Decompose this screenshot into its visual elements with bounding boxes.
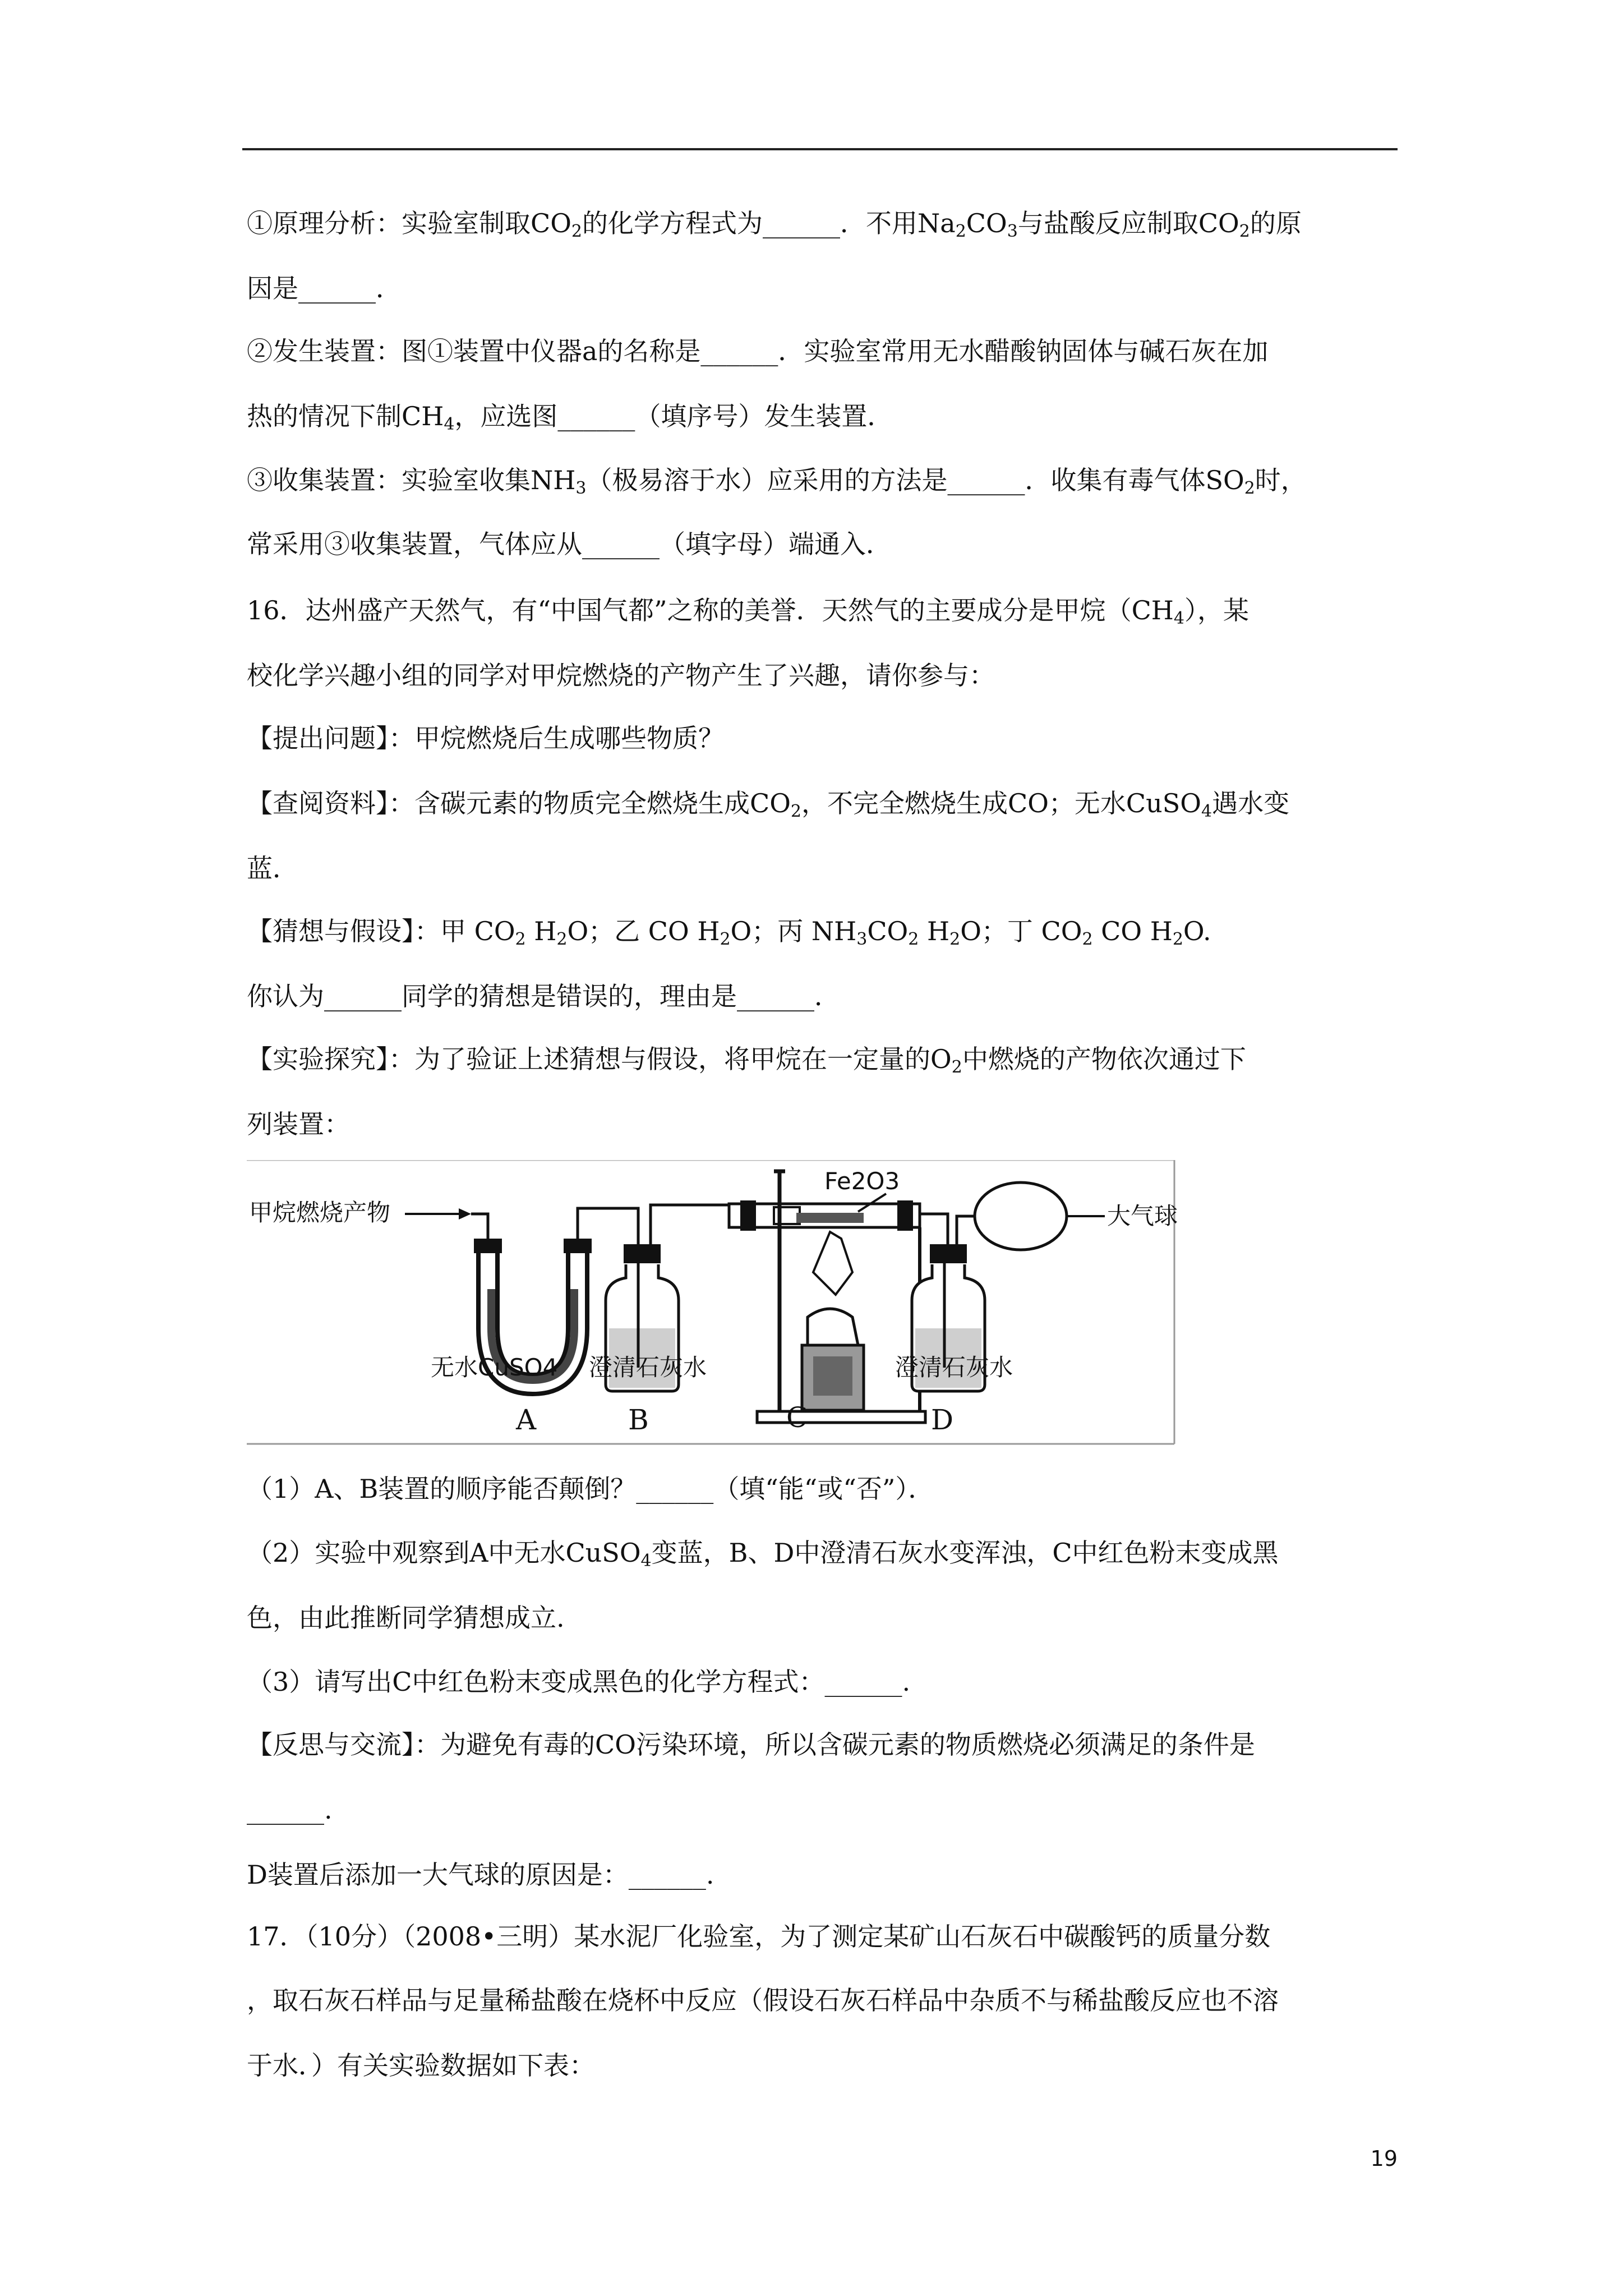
header-rule xyxy=(242,148,1398,150)
text-line xyxy=(247,979,840,1013)
text-run: ①原理分析：实验室制取CO xyxy=(247,208,571,238)
subscript: 2 xyxy=(1172,930,1183,949)
subscript: 3 xyxy=(856,930,868,949)
text-line xyxy=(247,593,1249,627)
text-line xyxy=(247,852,298,885)
text-run: O；乙 CO H xyxy=(567,916,720,946)
subscript: 2 xyxy=(1239,222,1250,241)
text-run: H xyxy=(525,916,557,946)
text-line xyxy=(247,1601,565,1635)
text-line xyxy=(247,1793,333,1826)
subscript: 4 xyxy=(640,1551,652,1571)
text-run: 16．达州盛产天然气，有“中国气都”之称的美誉．天然气的主要成分是甲烷（CH xyxy=(247,595,1174,625)
text-line xyxy=(247,1858,714,1892)
subscript: 3 xyxy=(1007,222,1018,241)
text-line xyxy=(247,786,1289,820)
text-run: 时， xyxy=(1255,465,1307,495)
text-run: ______. xyxy=(247,1795,333,1825)
text-run: CO xyxy=(867,916,909,946)
letter-a: A xyxy=(516,1404,537,1436)
text-run: 校化学兴趣小组的同学对甲烷燃烧的产物产生了兴趣，请你参与： xyxy=(247,660,995,691)
subscript: 2 xyxy=(955,222,966,241)
text-run: H xyxy=(919,916,950,946)
label-a: 无水CuSO4 xyxy=(431,1354,558,1381)
text-run: D装置后添加一大气球的原因是：______. xyxy=(247,1860,714,1890)
balloon-label: 大气球 xyxy=(1107,1202,1178,1230)
subscript: 4 xyxy=(1201,802,1212,821)
text-line xyxy=(247,1536,1279,1570)
text-run: O；丁 CO xyxy=(960,916,1082,946)
text-line xyxy=(247,914,1211,948)
letter-b: B xyxy=(628,1404,649,1436)
text-run: ，应选图______（填序号）发生装置． xyxy=(454,401,893,431)
text-line xyxy=(247,1984,1279,2017)
text-run: （2）实验中观察到A中无水CuSO xyxy=(247,1538,641,1568)
subscript: 2 xyxy=(1244,478,1255,498)
inlet-label: 甲烷燃烧产物 xyxy=(249,1199,391,1226)
text-run: 中燃烧的产物依次通过下 xyxy=(962,1044,1246,1074)
text-run: 因是______． xyxy=(247,273,402,303)
text-line xyxy=(247,659,995,692)
text-line xyxy=(247,1920,1270,1953)
text-run: 你认为______同学的猜想是错误的，理由是______． xyxy=(247,981,840,1011)
text-line xyxy=(247,334,1268,368)
text-run: ②发生装置：图①装置中仪器a的名称是______．实验室常用无水醋酸钠固体与碱石灰在加 xyxy=(247,336,1269,366)
text-line xyxy=(247,2049,595,2082)
label-d: 澄清石灰水 xyxy=(895,1354,1013,1381)
text-run: 【猜想与假设】：甲 CO xyxy=(247,916,515,946)
balloon xyxy=(975,1182,1178,1250)
text-line xyxy=(247,1107,350,1141)
text-line xyxy=(247,463,1307,497)
text-run: 色，由此推断同学猜想成立. xyxy=(247,1603,565,1633)
text-run: 常采用③收集装置，气体应从______（填字母）端通入． xyxy=(247,529,892,559)
text-line xyxy=(247,272,402,305)
text-run: O. xyxy=(1183,916,1211,946)
text-run: 遇水变 xyxy=(1212,788,1290,818)
page-number: 19 xyxy=(1370,2146,1398,2171)
text-run: 蓝． xyxy=(247,853,298,884)
heating-tube-c xyxy=(729,1167,925,1423)
letter-d: D xyxy=(931,1404,954,1436)
apparatus-figure xyxy=(247,1160,1178,1447)
text-run: 变蓝，B、D中澄清石灰水变浑浊，C中红色粉末变成黑 xyxy=(651,1538,1279,1568)
text-line xyxy=(247,206,1302,240)
text-run: ，不完全燃烧生成CO；无水CuSO xyxy=(801,788,1201,818)
subscript: 2 xyxy=(515,930,526,949)
text-run: CO H xyxy=(1092,916,1173,946)
text-run: 于水．）有关实验数据如下表： xyxy=(247,2050,595,2081)
text-line xyxy=(247,527,892,561)
subscript: 2 xyxy=(720,930,731,949)
text-line xyxy=(247,1472,934,1506)
text-run: 与盐酸反应制取CO xyxy=(1017,208,1239,238)
label-b: 澄清石灰水 xyxy=(589,1354,707,1381)
text-run: O；丙 NH xyxy=(730,916,857,946)
text-run: 的化学方程式为______．不用Na xyxy=(582,208,956,238)
text-line xyxy=(247,1728,1255,1761)
text-run: 【实验探究】：为了验证上述猜想与假设，将甲烷在一定量的O xyxy=(247,1044,952,1074)
text-run: 【提出问题】：甲烷燃烧后生成哪些物质？ xyxy=(247,723,724,753)
letter-c: C xyxy=(786,1401,808,1434)
subscript: 2 xyxy=(571,222,583,241)
text-run: 热的情况下制CH xyxy=(247,401,444,431)
text-line xyxy=(247,1042,1246,1076)
subscript: 4 xyxy=(1173,609,1184,628)
reagent-label: Fe2O3 xyxy=(824,1167,900,1195)
text-line xyxy=(247,399,893,433)
text-line xyxy=(247,1665,910,1699)
text-run: （极易溶于水）应采用的方法是______．收集有毒气体SO xyxy=(586,465,1244,495)
apparatus-diagram xyxy=(247,1160,1178,1447)
text-run: 【查阅资料】：含碳元素的物质完全燃烧生成CO xyxy=(247,788,791,818)
text-run: 列装置： xyxy=(247,1109,350,1139)
text-run: （1）A、B装置的顺序能否颠倒？______（填“能“或“否”）． xyxy=(247,1474,934,1504)
subscript: 2 xyxy=(951,1057,962,1077)
text-line xyxy=(247,721,724,755)
text-run: ，取石灰石样品与足量稀盐酸在烧杯中反应（假设石灰石样品中杂质不与稀盐酸反应也不溶 xyxy=(247,1985,1279,2016)
subscript: 2 xyxy=(1082,930,1093,949)
subscript: 4 xyxy=(444,415,455,434)
subscript: 2 xyxy=(556,930,568,949)
text-run: CO xyxy=(966,208,1007,238)
text-run: ），某 xyxy=(1184,595,1249,625)
subscript: 2 xyxy=(908,930,919,949)
subscript: 2 xyxy=(949,930,961,949)
text-run: ③收集装置：实验室收集NH xyxy=(247,465,576,495)
subscript: 3 xyxy=(575,478,587,498)
text-run: 【反思与交流】：为避免有毒的CO污染环境，所以含碳元素的物质燃烧必须满足的条件是 xyxy=(247,1729,1255,1760)
text-run: （3）请写出C中红色粉末变成黑色的化学方程式：______. xyxy=(247,1667,911,1697)
subscript: 2 xyxy=(790,802,802,821)
text-run: 的原 xyxy=(1249,208,1302,238)
text-run: 17．（10分）（2008•三明）某水泥厂化验室，为了测定某矿山石灰石中碳酸钙的质量分数 xyxy=(247,1921,1271,1952)
